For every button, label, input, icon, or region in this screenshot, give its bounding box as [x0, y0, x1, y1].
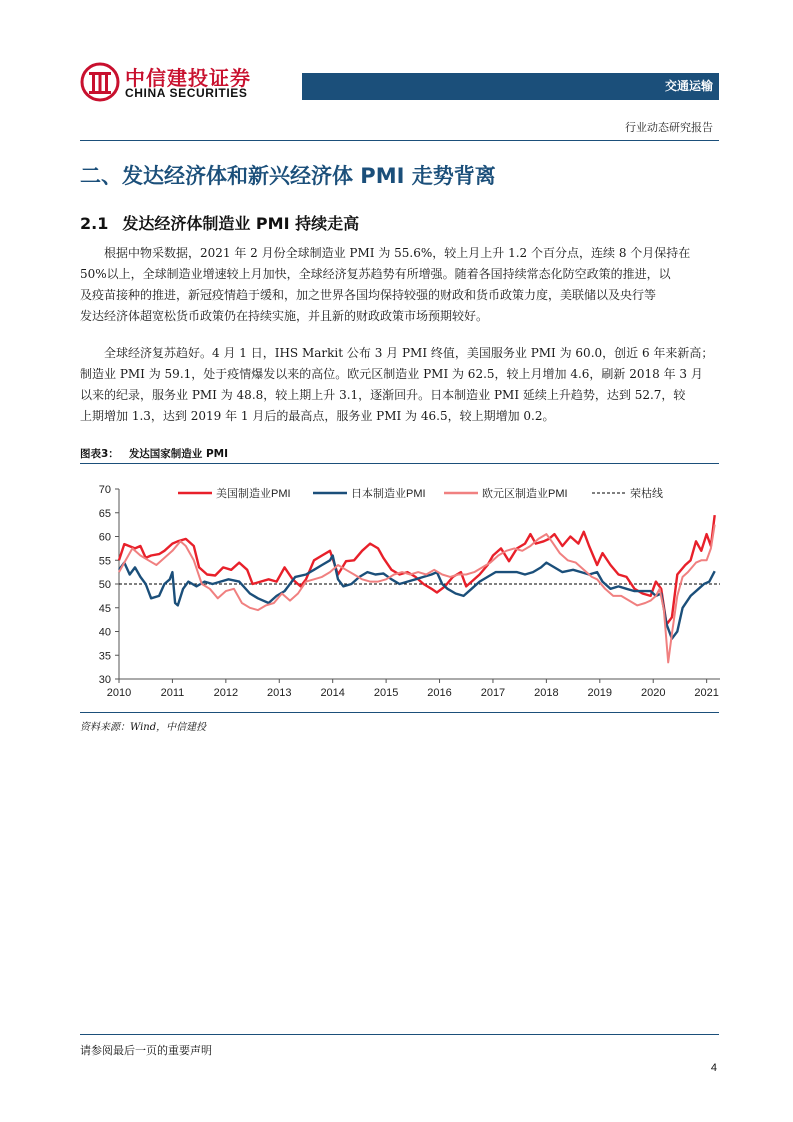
paragraph-line: 及疫苗接种的推进，新冠疫情趋于缓和，加之世界各国均保持较强的财政和货币政策力度，美联储以及央行等	[80, 288, 657, 302]
paragraph-line: 以来的纪录，服务业 PMI 为 48.8，较上期上升 3.1，逐渐回升。日本制造业 PMI 延续上升趋势，达到 52.7，较	[80, 388, 686, 402]
paragraph-line: 发达经济体超宽松货币政策仍在持续实施，并且新的财政政策市场预期较好。	[80, 309, 489, 323]
x-tick-label: 2019	[587, 687, 613, 699]
disclaimer-note: 请参阅最后一页的重要声明	[80, 1044, 212, 1057]
section-title: 二、发达经济体和新兴经济体 PMI 走势背离	[80, 164, 496, 188]
figure-bottom-rule	[80, 712, 719, 713]
x-tick-label: 2013	[267, 687, 292, 699]
y-tick-label: 40	[98, 626, 111, 639]
x-tick-label: 2012	[213, 687, 239, 699]
paragraph-line: 上期增加 1.3，达到 2019 年 1 月后的最高点，服务业 PMI 为 46.5，较上期增加 0.2。	[80, 409, 555, 423]
figure-label: 图表3：	[80, 448, 119, 460]
paragraph-line: 制造业 PMI 为 59.1，处于疫情爆发以来的高位。欧元区制造业 PMI 为 62.5，较上月增加 4.6，刷新 2018 年 3 月	[80, 367, 703, 381]
x-tick-label: 2018	[534, 687, 559, 699]
x-tick-label: 2021	[694, 687, 719, 699]
series-line-1	[119, 556, 715, 639]
y-tick-label: 30	[98, 674, 111, 686]
y-tick-label: 55	[98, 555, 111, 568]
series-line-0	[119, 515, 715, 624]
y-tick-label: 45	[98, 602, 111, 615]
legend-label-3: 荣枯线	[630, 488, 663, 500]
x-tick-label: 2010	[106, 687, 132, 699]
legend-label-0: 美国制造业PMI	[216, 488, 291, 500]
legend-label-1: 日本制造业PMI	[351, 488, 426, 500]
y-tick-label: 60	[98, 531, 111, 544]
subsection-number: 2.1	[80, 214, 109, 233]
x-tick-label: 2017	[480, 687, 506, 699]
series-line-2	[119, 525, 715, 663]
paragraph-line: 根据中物采数据，2021 年 2 月份全球制造业 PMI 为 55.6%，较上月上升 1.2 个百分点，连续 8 个月保持在	[104, 246, 691, 260]
y-tick-label: 65	[98, 507, 111, 520]
figure-top-rule	[80, 463, 719, 464]
subsection-title: 发达经济体制造业 PMI 持续走高	[122, 214, 360, 233]
paragraph-1	[80, 243, 720, 327]
x-tick-label: 2011	[160, 687, 185, 699]
y-tick-label: 35	[98, 650, 111, 663]
paragraph-2	[80, 343, 720, 427]
figure-source: 资料来源：Wind，中信建投	[80, 722, 207, 733]
footer-divider	[80, 1034, 719, 1035]
x-tick-label: 2015	[373, 687, 399, 699]
header-bar	[302, 73, 719, 100]
paragraph-line: 50%以上，全球制造业增速较上月加快，全球经济复苏趋势有所增强。随着各国持续常态化防空政策的推进，以	[80, 267, 671, 281]
sector-tag: 交通运输	[664, 79, 713, 93]
page-number: 4	[710, 1062, 717, 1074]
x-tick-label: 2020	[640, 687, 666, 699]
legend-label-2: 欧元区制造业PMI	[482, 488, 568, 500]
report-type: 行业动态研究报告	[625, 121, 713, 134]
pmi-line-chart	[80, 472, 730, 712]
x-tick-label: 2016	[427, 687, 452, 699]
header-divider	[80, 140, 719, 141]
y-tick-label: 50	[98, 579, 111, 591]
subsection-heading	[80, 211, 359, 234]
company-name-cn: 中信建投证券	[125, 66, 251, 90]
figure-title	[80, 446, 228, 461]
paragraph-line: 全球经济复苏趋好。4 月 1 日，IHS Markit 公布 3 月 PMI 终值，美国服务业 PMI 为 60.0，创近 6 年来新高；	[104, 346, 714, 360]
company-name-en: CHINA SECURITIES	[125, 86, 248, 100]
y-tick-label: 70	[98, 484, 111, 496]
x-tick-label: 2014	[320, 687, 345, 699]
figure-caption: 发达国家制造业 PMI	[128, 448, 229, 460]
logo-emblem-icon	[80, 60, 120, 104]
